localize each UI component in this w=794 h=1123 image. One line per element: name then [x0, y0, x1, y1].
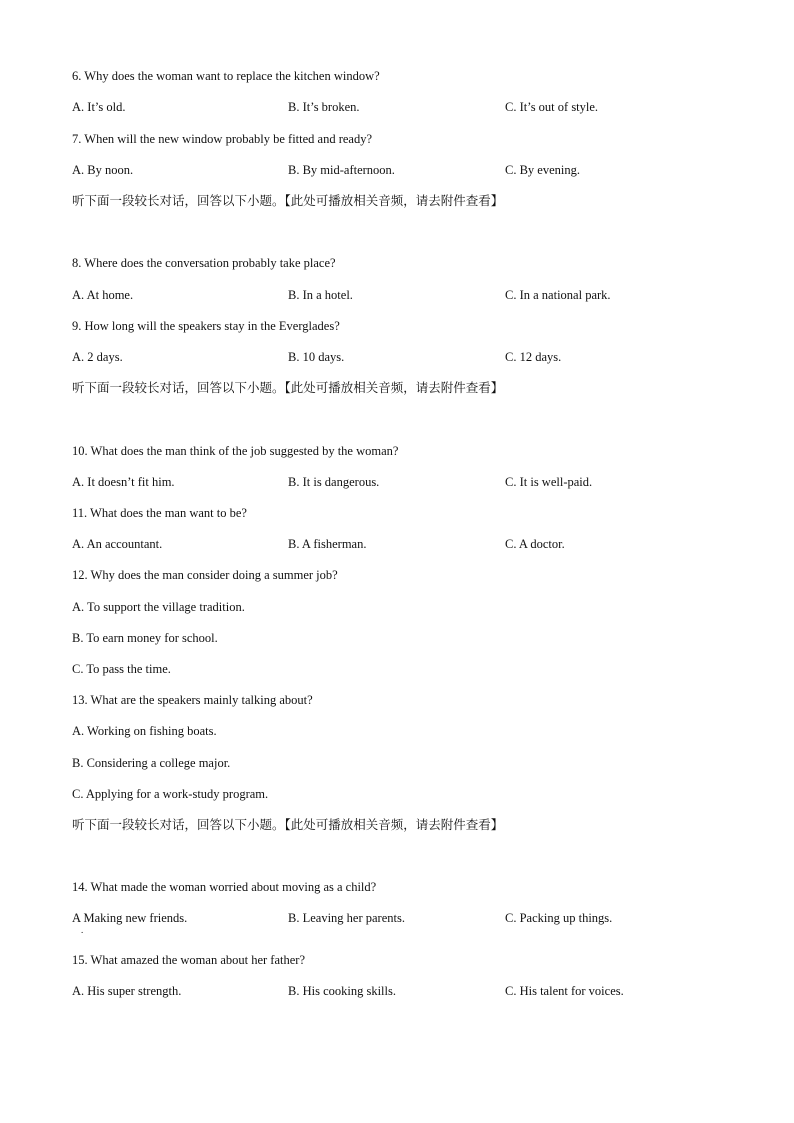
- listening-instruction-2: 听下面一段较长对话，回答以下小题。【此处可播放相关音频，请去附件查看】: [72, 380, 504, 395]
- q9-option-b: B. 10 days.: [288, 350, 345, 364]
- question-11: 11. What does the man want to be?: [72, 506, 247, 520]
- q8-option-b: B. In a hotel.: [288, 288, 353, 302]
- q12-option-b: B. To earn money for school.: [72, 631, 218, 645]
- q9-option-c: C. 12 days.: [505, 350, 562, 364]
- q12-option-c: C. To pass the time.: [72, 662, 171, 676]
- q12-option-a: A. To support the village tradition.: [72, 600, 245, 614]
- q8-option-c: C. In a national park.: [505, 288, 611, 302]
- q14-option-a: A Making new friends.: [72, 911, 188, 925]
- q6-option-b: B. It’s broken.: [288, 100, 360, 114]
- question-7: 7. When will the new window probably be fitted and ready?: [72, 132, 373, 146]
- question-12: 12. Why does the man consider doing a summer job?: [72, 568, 338, 582]
- q14-option-c: C. Packing up things.: [505, 911, 613, 925]
- question-8: 8. Where does the conversation probably take place?: [72, 256, 336, 270]
- q7-option-b: B. By mid-afternoon.: [288, 163, 395, 177]
- question-9: 9. How long will the speakers stay in the Everglades?: [72, 319, 340, 333]
- q10-option-b: B. It is dangerous.: [288, 475, 380, 489]
- q13-option-c: C. Applying for a work-study program.: [72, 787, 269, 801]
- stray-dot: .: [81, 925, 84, 935]
- q11-option-c: C. A doctor.: [505, 537, 565, 551]
- q9-option-a: A. 2 days.: [72, 350, 123, 364]
- q11-option-a: A. An accountant.: [72, 537, 163, 551]
- question-14: 14. What made the woman worried about moving as a child?: [72, 880, 377, 894]
- question-6: 6. Why does the woman want to replace the kitchen window?: [72, 69, 380, 83]
- q11-option-b: B. A fisherman.: [288, 537, 367, 551]
- q15-option-a: A. His super strength.: [72, 984, 182, 998]
- q7-option-a: A. By noon.: [72, 163, 134, 177]
- q10-option-c: C. It is well-paid.: [505, 475, 593, 489]
- listening-instruction-3: 听下面一段较长对话，回答以下小题。【此处可播放相关音频，请去附件查看】: [72, 817, 504, 832]
- question-10: 10. What does the man think of the job suggested by the woman?: [72, 444, 399, 458]
- question-13: 13. What are the speakers mainly talking about?: [72, 693, 313, 707]
- q7-option-c: C. By evening.: [505, 163, 580, 177]
- q10-option-a: A. It doesn’t fit him.: [72, 475, 175, 489]
- q6-option-c: C. It’s out of style.: [505, 100, 599, 114]
- q13-option-a: A. Working on fishing boats.: [72, 724, 217, 738]
- q14-option-b: B. Leaving her parents.: [288, 911, 405, 925]
- q6-option-a: A. It’s old.: [72, 100, 126, 114]
- q8-option-a: A. At home.: [72, 288, 134, 302]
- q15-option-c: C. His talent for voices.: [505, 984, 624, 998]
- q13-option-b: B. Considering a college major.: [72, 756, 231, 770]
- listening-instruction-1: 听下面一段较长对话，回答以下小题。【此处可播放相关音频，请去附件查看】: [72, 193, 504, 208]
- q15-option-b: B. His cooking skills.: [288, 984, 396, 998]
- question-15: 15. What amazed the woman about her father?: [72, 953, 306, 967]
